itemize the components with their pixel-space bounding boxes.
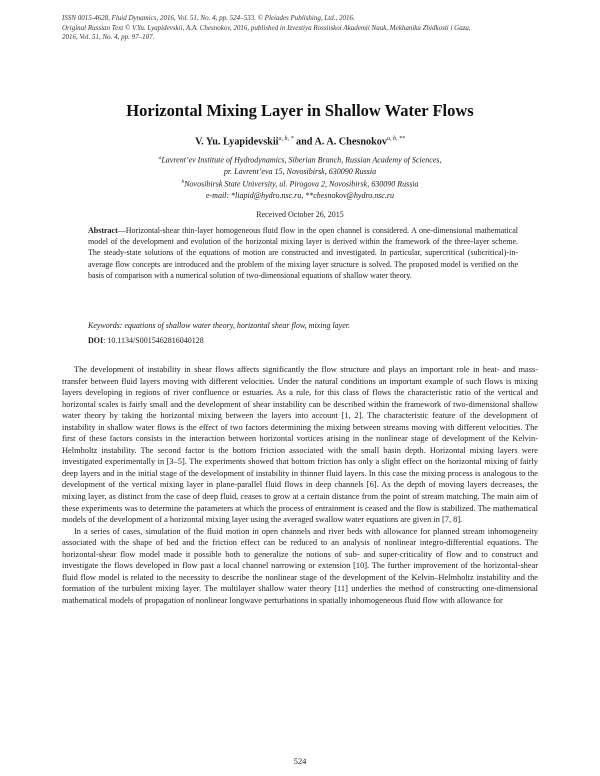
author-2-marks: a, b, ** (386, 136, 405, 142)
author-1-marks: a, b, * (278, 136, 294, 142)
author-2: A. A. Chesnokov (314, 136, 387, 148)
affiliation-b-line: Novosibirsk State University, ul. Pirogova 2, Novosibirsk, 630090 Russia (184, 179, 419, 189)
author-line (0, 136, 600, 147)
doi-line (88, 335, 518, 346)
body-text (62, 364, 538, 606)
affiliation-a-line-2: pr. Lavrent’eva 15, Novosibirsk, 630090 Russia (223, 166, 377, 176)
abstract-label: Abstract (88, 226, 118, 235)
paragraph-2: In a series of cases, simulation of the fluid motion in open channels and river beds with allowance for planned stream inhomogeneity associated with the shape of bed and the friction effect can be reduced to an analysis of nonlinear integro-differential equations. The horizontal-shear flow model made it possible both to generalize the notions of sub- and super-criticality of flow and to construct and investigate the flows developed in flow past a local channel narrowing or extension [10]. The further improvement of the horizontal-shear fluid flow model is related to the necessity to describe the nonlinear stage of the development of the Kelvin–Helmholtz instability and the formation of the turbulent mixing layer. The multilayer shallow water theory [11] underlies the method of constructing one-dimensional mathematical models of propagation of nonlinear longwave perturbations in spatially inhomogeneous fluid flow with allowance for (62, 526, 538, 605)
email-line: e-mail: *liapid@hydro.nsc.ru, **chesnokov@hydro.nsc.ru (205, 190, 395, 200)
paper-title: Horizontal Mixing Layer in Shallow Water Flows (126, 101, 474, 120)
affiliation-a (0, 153, 600, 166)
doi-value: : 10.1134/S0015462816040128 (103, 336, 204, 345)
affiliations (0, 153, 600, 201)
paragraph-1: The development of instability in shear flows affects significantly the flow structure and plays an important role in heat- and mass-transfer between fluid layers moving with different velocities. Under the natural conditions an important example of such flows is mixing layers developing in regions of river confluence or estuaries. As a rule, for this class of flows the characteristic ratio of the vertical and horizontal scales is fairly small and the development of shear instability can be described within the framework of two-dimensional shallow water theory by taking the horizontal mixing between the layers into account [1, 2]. The characteristic feature of the development of instability in shallow water flows is the effect of two factors determining the mixing between streams moving with different velocities. The first of these factors consists in the interaction between horizontal vortices arising in the nonlinear stage of development of the Kelvin-Helmholtz instability. The second factor is the bottom friction associated with the small basin depth. Horizontal mixing layers were investigated experimentally in [3–5]. The experiments showed that bottom friction has only a slight effect on the horizontal mixing of fairly deep layers and in the initial stage of the development of instability in thinner fluid layers. In this case the mixing process is analogous to the development of the vertical mixing layer in plane-parallel fluid flows in deep channels [6]. As the depth of moving layers decreases, the mixing layer, as distinct from the case of deep fluid, ceases to grow at a certain distance from the point of stream matching. The main aim of these experiments was to determine the parameters at which the process of entrainment is ceased and the flow is stabilized. The mathematical models of the development of a horizontal mixing layer using the averaged swallow water equations are given in [7, 8]. (62, 365, 538, 525)
keywords: Keywords: equations of shallow water theory, horizontal shear flow, mixing layer. (88, 321, 350, 330)
doi-label: DOI (88, 336, 104, 345)
abstract-text: —Horizontal-shear thin-layer homogeneous fluid flow in the open channel is considered. A one-dimensional mathematical model of the development and evolution of the horizontal mixing layer is derived within the framework of the three-layer scheme. The steady-state solutions of the equations of motion are constructed and investigated. In particular, supercritical (subcritical)-in-average flow concepts are introduced and the problem of the mixing layer structure is solved. The proposed model is verified on the basis of comparison with a numerical solution of two-dimensional equations of shallow water theory. (88, 226, 518, 280)
header-line-3: 2016, Vol. 51, No. 4, pp. 97–107. (62, 33, 155, 42)
author-conjunction: and (293, 136, 315, 148)
affiliation-b-mark: b (181, 179, 185, 186)
affiliation-a-mark: a (158, 155, 162, 161)
affiliation-b (0, 177, 600, 190)
header-line-2: Original Russian Text © V.Yu. Lyapidevskii, A.A. Chesnokov, 2016, published in Izvestiya Rossiiskoi Akademii Nauk, Mekhanika Zhidkosti i Gaza, (62, 23, 471, 32)
journal-header (62, 14, 542, 43)
header-line-1: ISSN 0015-4628, Fluid Dynamics, 2016, Vol. 51, No. 4, pp. 524–533. © Pleiades Publishing, Ltd., 2016. (62, 14, 355, 22)
affiliation-a-line-1: Lavrent’ev Institute of Hydrodynamics, Siberian Branch, Russian Academy of Sciences, (161, 155, 442, 165)
abstract (88, 225, 518, 281)
author-1: V. Yu. Lyapidevskii (195, 136, 279, 148)
received-date: Received October 26, 2015 (256, 210, 344, 219)
page-number: 524 (293, 756, 307, 766)
